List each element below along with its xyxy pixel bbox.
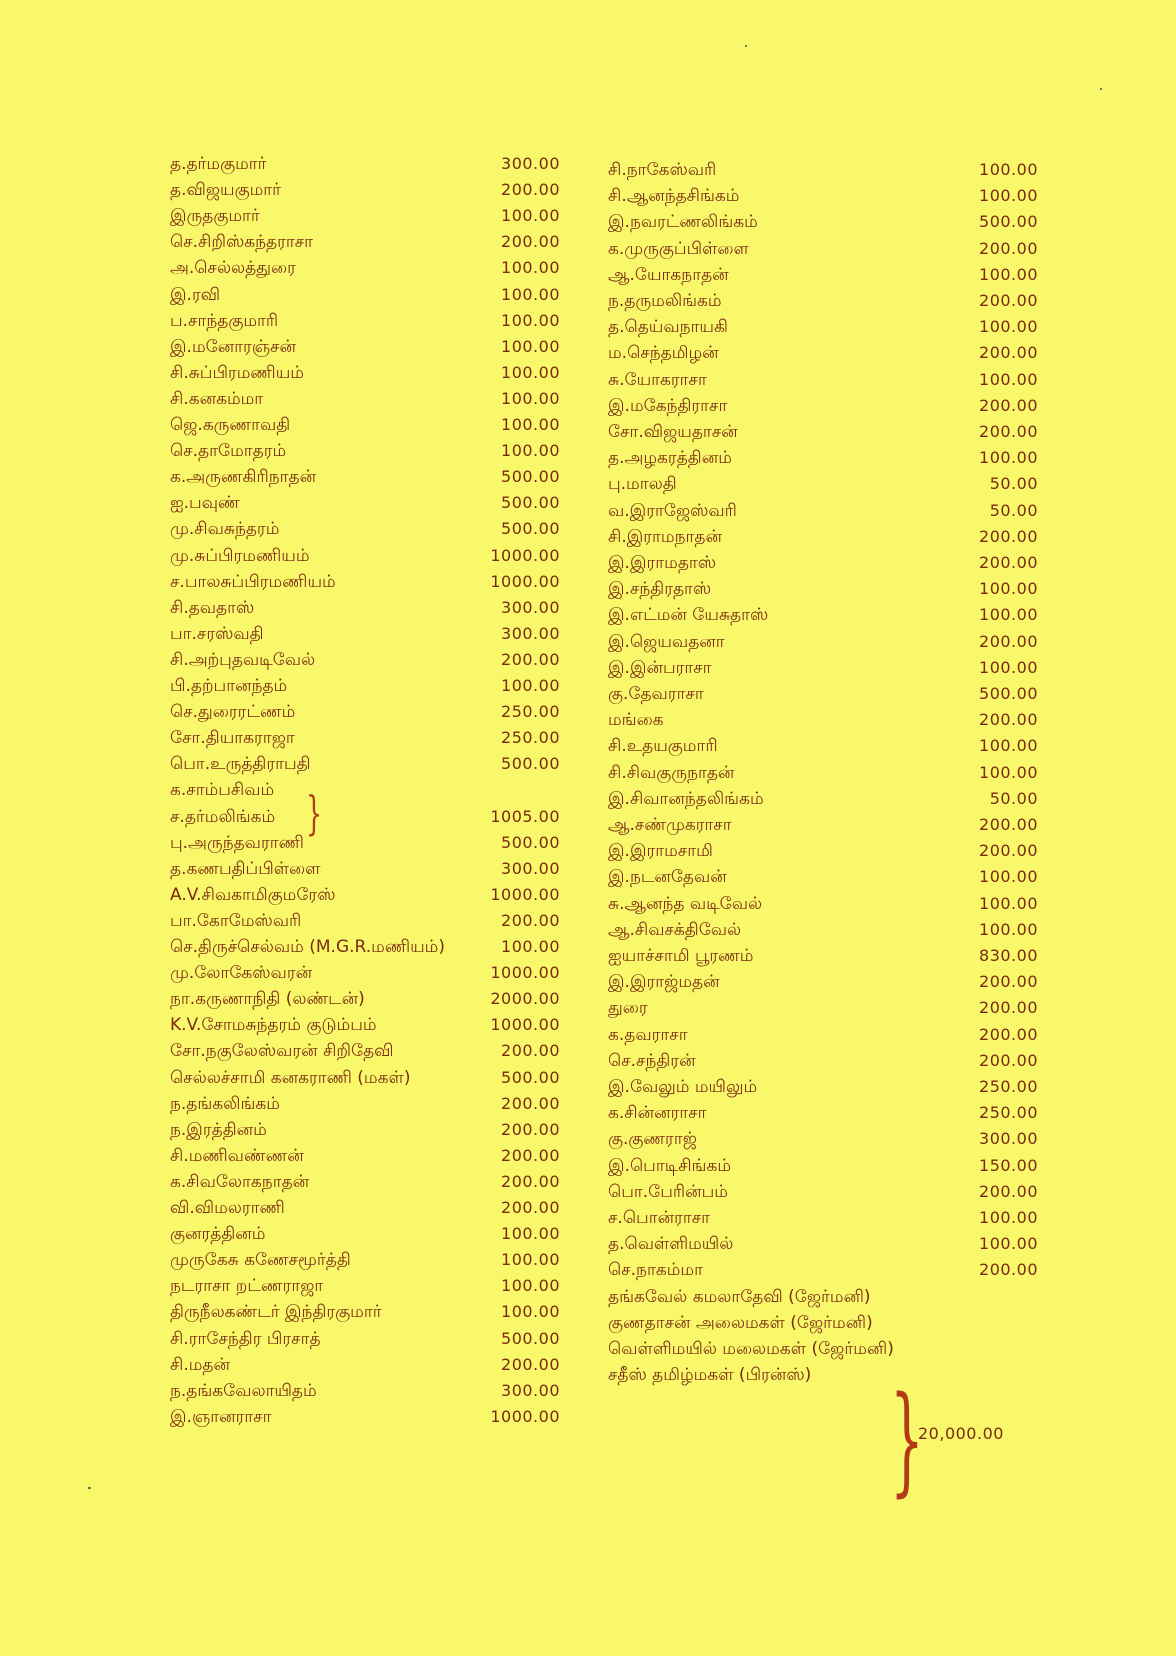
donation-amount: 200.00 [979, 343, 1038, 363]
donor-name: சி.அற்புதவடிவேல் [170, 649, 316, 670]
donor-row [170, 387, 560, 414]
donor-row [170, 1066, 560, 1093]
donation-amount: 200.00 [979, 841, 1038, 861]
donation-amount: 200.00 [501, 1171, 560, 1191]
donor-row [170, 674, 560, 701]
donation-amount: 500.00 [979, 212, 1038, 232]
scan-speck [745, 45, 747, 47]
donation-amount: 200.00 [979, 1024, 1038, 1044]
donor-name: வெள்ளிமயில் மலைமகள் (ஜேர்மனி) [608, 1339, 894, 1359]
donor-row [170, 1196, 560, 1223]
scan-speck [1100, 88, 1102, 90]
donor-row [608, 394, 1038, 421]
donation-amount: 200.00 [501, 1354, 560, 1374]
donor-row [608, 1023, 1038, 1050]
donation-amount: 100.00 [501, 1302, 560, 1322]
donor-name: தங்கவேல் கமலாதேவி (ஜேர்மனி) [608, 1286, 871, 1307]
donor-row [608, 1180, 1038, 1207]
donor-row [608, 1337, 1038, 1364]
donor-name: த.கணபதிப்பிள்ளை [170, 858, 321, 879]
donation-amount: 300.00 [979, 1129, 1038, 1149]
donation-amount: 100.00 [501, 937, 560, 956]
donor-name: இ.ஜெயவதனா [608, 631, 725, 652]
donor-name: சோ.தியாகராஜா [170, 728, 295, 749]
donation-amount: 100.00 [501, 676, 560, 695]
donor-row [170, 204, 560, 231]
donor-name: ந.தங்கவேலாயிதம் [170, 1380, 317, 1401]
donation-amount: 200.00 [979, 998, 1038, 1018]
donor-row [608, 472, 1038, 499]
donor-name: ஐயாச்சாமி பூரணம் [608, 946, 754, 966]
donor-row [608, 420, 1038, 447]
donation-amount: 200.00 [501, 180, 560, 200]
donor-row [170, 283, 560, 310]
donor-row [170, 256, 560, 283]
left-group-brace: } [306, 786, 323, 840]
donation-amount: 200.00 [979, 1260, 1038, 1280]
donor-name: செ.சந்திரன் [608, 1050, 696, 1071]
donor-name: சோ.விஜயதாசன் [608, 422, 738, 442]
donor-row [170, 752, 560, 779]
donation-amount: 100.00 [979, 264, 1038, 284]
donation-amount: 200.00 [501, 232, 560, 252]
donor-name: இ.நடனதேவன் [608, 867, 727, 888]
donation-amount: 100.00 [501, 362, 560, 382]
donor-name: த.தர்மகுமார் [170, 154, 267, 174]
donor-row [170, 935, 560, 962]
donor-name: சி.ஆனந்தசிங்கம் [608, 186, 740, 207]
donor-name: வி.விமலராணி [170, 1198, 285, 1218]
donor-row [608, 656, 1038, 683]
donor-name: பா.சரஸ்வதி [170, 623, 264, 644]
donor-name: மு.சுப்பிரமணியம் [170, 545, 310, 566]
donor-name: சி.சிவகுருநாதன் [608, 762, 735, 783]
donor-name: க.தவராசா [608, 1024, 688, 1045]
donation-amount: 200.00 [979, 422, 1038, 441]
donor-name: சு.யோகராசா [608, 369, 707, 390]
donor-name: குணதாசன் அலைமகள் (ஜேர்மனி) [608, 1312, 873, 1333]
donor-row [170, 1013, 560, 1040]
donor-name: இ.நவரட்ணலிங்கம் [608, 212, 758, 233]
donation-amount: 500.00 [979, 684, 1038, 703]
donation-amount: 100.00 [501, 206, 560, 226]
donation-amount: 100.00 [979, 657, 1038, 677]
donation-amount: 250.00 [979, 1077, 1038, 1096]
donor-name: இ.சந்திரதாஸ் [608, 579, 712, 600]
donor-name: ந.இரத்தினம் [170, 1119, 267, 1140]
donor-row [608, 499, 1038, 526]
donation-amount: 100.00 [501, 1224, 560, 1244]
donor-row [608, 1232, 1038, 1259]
donor-name: இ.சிவானந்தலிங்கம் [608, 788, 764, 809]
donor-row [170, 335, 560, 362]
donor-name: பி.தற்பானந்தம் [170, 676, 288, 696]
donation-amount: 200.00 [979, 395, 1038, 415]
donor-row [170, 805, 560, 832]
donor-name: மு.சிவசுந்தரம் [170, 519, 280, 540]
donation-amount: 1000.00 [490, 545, 560, 565]
donation-amount: 100.00 [979, 579, 1038, 599]
donation-amount: 200.00 [501, 910, 560, 930]
donor-name: த.அழகரத்தினம் [608, 448, 732, 469]
donor-name: இ.ஞானராசா [170, 1406, 272, 1427]
donor-name: க.சிவலோகநாதன் [170, 1171, 310, 1192]
donor-name: திருநீலகண்டர் இந்திரகுமார் [170, 1302, 382, 1323]
donation-amount: 200.00 [501, 1119, 560, 1139]
donor-name: க.சின்னராசா [608, 1103, 707, 1124]
donor-row [608, 551, 1038, 578]
right-group-total: 20,000.00 [918, 1424, 1004, 1443]
donor-name: க.முருகுப்பிள்ளை [608, 238, 749, 259]
donor-name: மங்கை [608, 710, 664, 731]
donation-amount: 200.00 [979, 291, 1038, 310]
donor-name: செ.துரைரட்ணம் [170, 702, 296, 723]
donor-row [170, 1300, 560, 1327]
donor-row [608, 892, 1038, 919]
donor-name: கு.தேவராசா [608, 684, 704, 704]
donation-amount: 2000.00 [490, 989, 560, 1009]
donation-amount: 1000.00 [490, 571, 560, 591]
donation-amount: 300.00 [501, 597, 560, 617]
donation-amount: 200.00 [979, 1050, 1038, 1070]
donor-row [170, 987, 560, 1014]
donation-amount: 300.00 [501, 858, 560, 878]
donor-name: குனரத்தினம் [170, 1224, 266, 1245]
donor-row [608, 996, 1038, 1023]
donor-row [608, 446, 1038, 473]
donation-amount: 250.00 [501, 702, 560, 722]
donor-row [170, 1144, 560, 1171]
donor-row [170, 544, 560, 571]
donor-name: வ.இராஜேஸ்வரி [608, 500, 737, 521]
donor-name: இ.எட்மன் யேசுதாஸ் [608, 605, 769, 626]
donor-name: செல்லச்சாமி கனகராணி (மகள்) [170, 1067, 411, 1088]
donation-amount: 100.00 [979, 1234, 1038, 1254]
donor-row [608, 1311, 1038, 1338]
donation-amount: 200.00 [979, 815, 1038, 834]
donor-row [608, 682, 1038, 709]
donor-name: சதீஸ் தமிழ்மகள் (பிரன்ஸ்) [608, 1365, 812, 1386]
donor-row [170, 1222, 560, 1249]
donation-amount: 100.00 [501, 336, 560, 356]
donation-amount: 100.00 [501, 388, 560, 408]
donation-amount: 100.00 [979, 160, 1038, 179]
donor-row [608, 577, 1038, 604]
donor-row [608, 944, 1038, 971]
donation-amount: 200.00 [979, 526, 1038, 546]
donor-row [170, 700, 560, 727]
donor-name: நடராசா றட்ணராஜா [170, 1276, 324, 1297]
donor-name: பு.அருந்தவராணி [170, 832, 304, 853]
donor-row [608, 1285, 1038, 1312]
donation-amount: 250.00 [979, 1103, 1038, 1123]
donation-amount: 100.00 [501, 1250, 560, 1270]
donation-amount: 500.00 [501, 519, 560, 539]
donor-name: துரை [608, 998, 648, 1019]
donation-amount: 200.00 [979, 710, 1038, 730]
donation-amount: 50.00 [989, 474, 1038, 494]
donor-row [608, 210, 1038, 237]
donor-row [170, 1118, 560, 1145]
donor-name: சி.கனகம்மா [170, 388, 264, 409]
donor-row [608, 734, 1038, 761]
donor-row [608, 263, 1038, 290]
donor-name: சி.மதன் [170, 1354, 230, 1375]
donor-name: சி.நாகேஸ்வரி [608, 160, 717, 180]
donor-row [608, 158, 1038, 185]
donor-row [170, 857, 560, 884]
donor-name: த.விஜயகுமார் [170, 180, 282, 201]
donor-name: முருகேசு கணேசமூர்த்தி [170, 1250, 351, 1271]
donation-amount: 100.00 [979, 919, 1038, 939]
donor-name: ச.தர்மலிங்கம் [170, 806, 276, 827]
donor-name: சு.ஆனந்த வடிவேல் [608, 893, 763, 914]
donation-amount: 200.00 [501, 649, 560, 669]
donation-amount: 1000.00 [490, 1406, 560, 1426]
donation-amount: 100.00 [979, 893, 1038, 913]
donor-name: பு.மாலதி [608, 474, 677, 495]
donor-row [170, 622, 560, 649]
donor-row [608, 839, 1038, 866]
donor-row [170, 909, 560, 936]
donation-amount: 1000.00 [490, 963, 560, 983]
donor-row [608, 630, 1038, 657]
donor-row [170, 413, 560, 440]
donation-amount: 500.00 [501, 1328, 560, 1348]
donation-amount: 100.00 [979, 1208, 1038, 1227]
donor-row [170, 831, 560, 858]
donor-name: இ.ரவி [170, 284, 221, 305]
donation-amount: 100.00 [979, 448, 1038, 468]
donor-row [608, 1258, 1038, 1285]
donor-name: ச.பாலசுப்பிரமணியம் [170, 571, 336, 592]
donor-row [170, 961, 560, 988]
donor-row [170, 883, 560, 910]
donor-name: செ.தாமோதரம் [170, 441, 287, 462]
donation-amount: 100.00 [979, 762, 1038, 782]
donor-row [608, 237, 1038, 264]
donor-name: ம.செந்தமிழன் [608, 343, 719, 364]
donor-row [608, 1154, 1038, 1181]
donation-amount: 100.00 [501, 441, 560, 461]
donor-name: சி.மணிவண்ணன் [170, 1145, 304, 1166]
donor-name: ச.பொன்ராசா [608, 1208, 711, 1228]
donor-row [608, 761, 1038, 788]
donation-amount: 100.00 [501, 284, 560, 304]
donor-name: சி.சுப்பிரமணியம் [170, 362, 304, 383]
donor-name: இ.மகேந்திராசா [608, 395, 728, 416]
donor-row [608, 368, 1038, 395]
donor-row [608, 865, 1038, 892]
donation-amount: 200.00 [979, 631, 1038, 651]
donor-name: க.அருணகிரிநாதன் [170, 467, 317, 488]
donor-name: ந.தருமலிங்கம் [608, 291, 722, 311]
donor-row [170, 1353, 560, 1380]
donor-name: ஜெ.கருணாவதி [170, 415, 291, 435]
donor-row [608, 918, 1038, 945]
scan-speck [88, 1487, 91, 1489]
donor-name: மு.லோகேஸ்வரன் [170, 963, 313, 984]
donor-row [608, 1049, 1038, 1076]
donor-row [170, 309, 560, 336]
donation-amount: 500.00 [501, 754, 560, 774]
donor-name: சோ.நகுலேஸ்வரன் சிறிதேவி [170, 1041, 394, 1062]
donor-row [170, 152, 560, 179]
donor-row [170, 178, 560, 205]
donor-name: சி.உதயகுமாரி [608, 736, 718, 757]
donation-amount: 100.00 [501, 258, 560, 278]
donor-row [170, 361, 560, 388]
donor-name: சி.தவதாஸ் [170, 597, 255, 618]
donor-row [608, 970, 1038, 997]
donation-amount: 200.00 [979, 553, 1038, 572]
donor-name: இ.பொடிசிங்கம் [608, 1155, 731, 1176]
donor-row [608, 341, 1038, 368]
donation-amount: 200.00 [501, 1198, 560, 1217]
donor-row [170, 517, 560, 544]
donor-name: ஆ.சண்முகராசா [608, 815, 732, 835]
donation-amount: 100.00 [979, 736, 1038, 756]
donation-amount: 1000.00 [490, 884, 560, 904]
donor-row [608, 1363, 1038, 1390]
donor-row [170, 1379, 560, 1406]
donor-name: இ.மனோரஞ்சன் [170, 336, 296, 357]
donor-row [170, 570, 560, 597]
donor-row [170, 596, 560, 623]
donor-name: த.வெள்ளிமயில் [608, 1234, 734, 1255]
donation-amount: 500.00 [501, 493, 560, 513]
donation-amount: 150.00 [979, 1155, 1038, 1175]
donation-amount: 200.00 [501, 1145, 560, 1165]
donor-row [170, 778, 560, 805]
donation-amount: 200.00 [979, 238, 1038, 258]
right-donor-column [608, 158, 1038, 1488]
donation-amount: 300.00 [501, 1380, 560, 1400]
donor-name: செ.திருச்செல்வம் (M.G.R.மணியம்) [170, 937, 445, 957]
donor-row [608, 315, 1038, 342]
donor-row [170, 1248, 560, 1275]
donation-amount: 830.00 [979, 946, 1038, 965]
donor-row [608, 1075, 1038, 1102]
donor-row [608, 525, 1038, 552]
donation-amount: 300.00 [501, 623, 560, 643]
donation-amount: 100.00 [501, 310, 560, 330]
donor-name: இருதகுமார் [170, 206, 260, 227]
donor-name: அ.செல்லத்துரை [170, 258, 296, 279]
right-group-brace: } [890, 1370, 924, 1508]
donor-name: ப.சாந்தகுமாரி [170, 310, 279, 331]
donation-amount: 1000.00 [490, 1015, 560, 1035]
donation-amount: 200.00 [501, 1093, 560, 1113]
donor-row [170, 491, 560, 518]
donor-row [170, 1274, 560, 1301]
donor-name: இ.இராமதாஸ் [608, 553, 717, 573]
donor-row [170, 726, 560, 753]
donation-amount: 50.00 [989, 788, 1038, 808]
donor-row [170, 648, 560, 675]
donor-name: சி.ராசேந்திர பிரசாத் [170, 1328, 321, 1349]
donor-row [170, 1327, 560, 1354]
donation-amount: 100.00 [501, 415, 560, 434]
donor-row [170, 1405, 560, 1432]
donation-amount: 300.00 [501, 154, 560, 173]
donor-name: A.V.சிவகாமிகுமரேஸ் [170, 884, 336, 905]
donor-row [608, 1206, 1038, 1233]
donor-name: செ.சிறிஸ்கந்தராசா [170, 232, 314, 253]
donation-amount: 1005.00 [490, 806, 560, 826]
donor-name: இ.இராமசாமி [608, 841, 713, 862]
donation-amount: 200.00 [979, 972, 1038, 992]
donor-name: பொ.உருத்திராபதி [170, 754, 311, 775]
donor-name: ஐ.பவுண் [170, 493, 240, 514]
donor-row [608, 603, 1038, 630]
donor-name: K.V.சோமசுந்தரம் குடும்பம் [170, 1015, 377, 1036]
donor-name: செ.நாகம்மா [608, 1260, 703, 1281]
donation-amount: 100.00 [979, 867, 1038, 887]
donor-name: த.தெய்வநாயகி [608, 317, 728, 338]
left-donor-column [170, 152, 560, 1512]
donation-amount: 500.00 [501, 832, 560, 852]
donation-amount: 200.00 [501, 1041, 560, 1061]
donation-amount: 100.00 [979, 186, 1038, 206]
donation-amount: 100.00 [979, 317, 1038, 337]
donation-amount: 100.00 [979, 605, 1038, 625]
donor-row [170, 230, 560, 257]
donation-amount: 200.00 [979, 1181, 1038, 1201]
donor-name: பா.கோமேஸ்வரி [170, 910, 302, 931]
donor-name: நா.கருணாநிதி (லண்டன்) [170, 989, 365, 1010]
donor-row [170, 1170, 560, 1197]
donor-row [608, 1101, 1038, 1128]
donor-row [608, 813, 1038, 840]
donor-row [170, 1092, 560, 1119]
donation-amount: 250.00 [501, 728, 560, 748]
donor-name: இ.இராஜ்மதன் [608, 972, 720, 993]
donor-row [170, 1039, 560, 1066]
donor-name: இ.வேலும் மயிலும் [608, 1077, 758, 1097]
donor-row [170, 439, 560, 466]
donor-row [608, 184, 1038, 211]
donation-amount: 100.00 [979, 369, 1038, 389]
donor-name: இ.இன்பராசா [608, 657, 712, 678]
donor-name: ஆ.சிவசக்திவேல் [608, 919, 742, 940]
donation-amount: 50.00 [989, 500, 1038, 520]
donation-amount: 500.00 [501, 467, 560, 487]
donor-name: சி.இராமநாதன் [608, 526, 722, 547]
donor-row [608, 708, 1038, 735]
donor-name: ந.தங்கலிங்கம் [170, 1093, 280, 1114]
donor-row [170, 465, 560, 492]
donor-row [608, 1127, 1038, 1154]
donor-name: பொ.பேரின்பம் [608, 1181, 728, 1202]
donor-name: கு.குணராஜ் [608, 1129, 697, 1150]
donor-row [608, 289, 1038, 316]
donation-amount: 100.00 [501, 1276, 560, 1296]
donation-amount: 500.00 [501, 1067, 560, 1087]
donor-name: ஆ.யோகநாதன் [608, 264, 729, 285]
donor-name: க.சாம்பசிவம் [170, 780, 275, 801]
donor-row [608, 787, 1038, 814]
